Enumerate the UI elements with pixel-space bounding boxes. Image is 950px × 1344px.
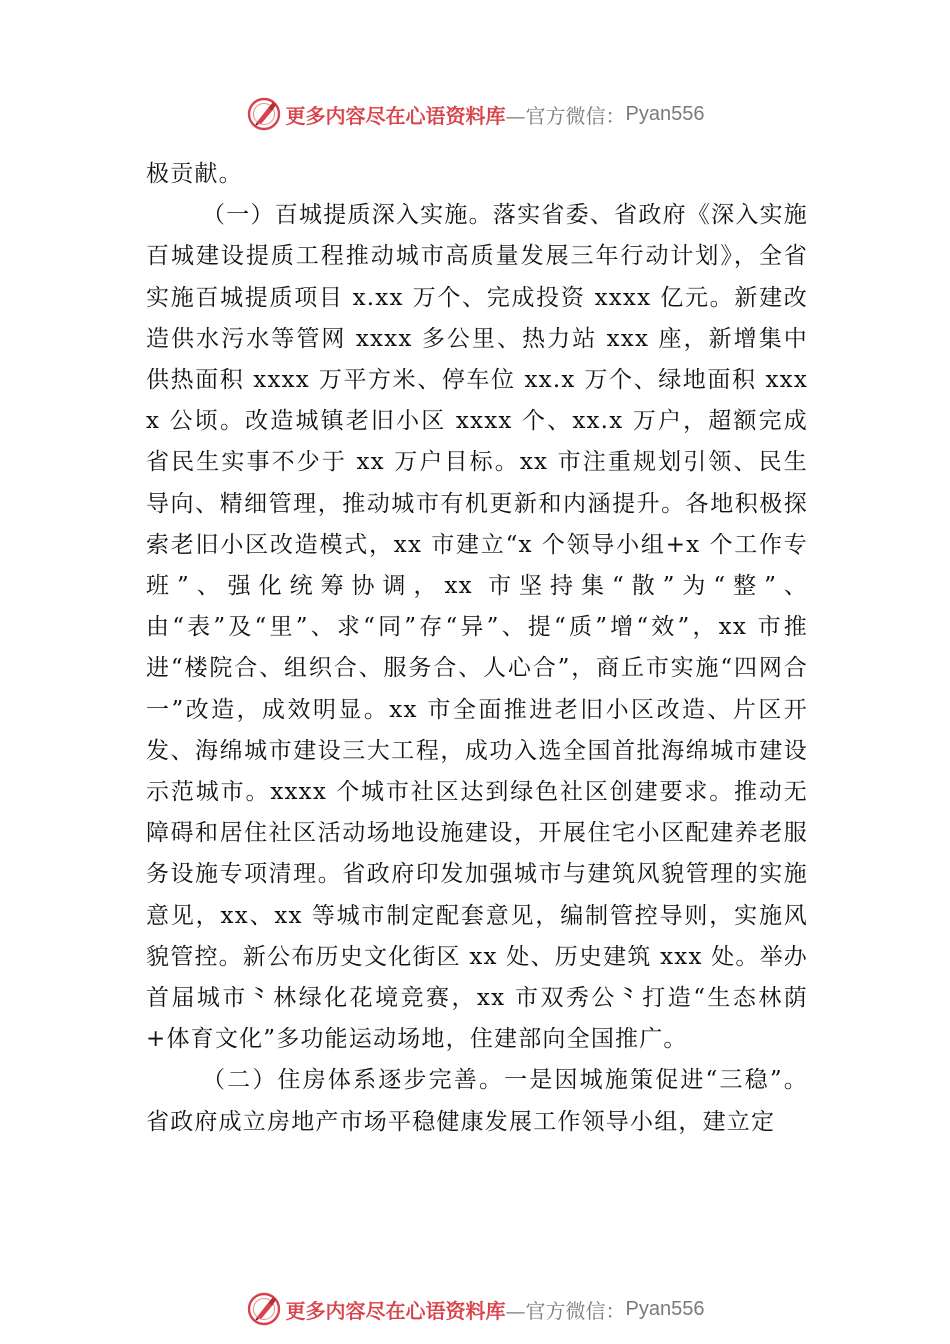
paragraph-section-1: （一）百城提质深入实施。落实省委、省政府《深入实施百城建设提质工程推动城市高质量发展三年行动计划》，全省实施百城提质项目 x.xx 万个、完成投资 xxxx 亿元。新建改造供水污水等管网 xxxx 多公里、热力站 xxx 座，新增集中供热面积 xxxx 万平方米、停车位 xx.x 万个、绿地面积 xxxx 公顷。改造城镇老旧小区 xxxx 个、xx.x 万户，超额完成省民生实事不少于 xx 万户目标。xx 市注重规划引领、民生导向、精细管理，推动城市有机更新和内涵提升。各地积极探索老旧小区改造模式，xx 市建立“x 个领导小组+x 个工作专班”、强化统筹协调，xx 市坚持集“散”为“整”、由“表”及“里”、求“同”存“异”、提“质”增“效”，xx 市推进“楼院合、组织合、服务合、人心合”，商丘市实施“四网合一”改造，成效明显。xx 市全面推进老旧小区改造、片区开发、海绵城市建设三大工程，成功入选全国首批海绵城市建设示范城市。xxxx 个城市社区达到绿色社区创建要求。推动无障碍和居住社区活动场地设施建设，开展住宅小区配建养老服务设施专项清理。省政府印发加强城市与建筑风貌管理的实施意见，xx、xx 等城市制定配套意见，编制管控导则，实施风貌管控。新公布历史文化街区 xx 处、历史建筑 xxx 处。举办首届城市⺀林绿化花境竞赛，xx 市双秀公⺀打造“生态林荫+体育文化”多功能运动场地，住建部向全国推广。 — [146, 202, 808, 1053]
paragraph-section-2: （二）住房体系逐步完善。一是因城施策促进“三稳”。省政府成立房地产市场平稳健康发展工作领导小组，建立定 — [146, 1067, 808, 1135]
banner-wechat-label: —官方微信： — [505, 103, 626, 128]
document-body — [146, 154, 808, 1143]
footer-banner-wechat-id: Pyan556 — [625, 1297, 705, 1320]
pen-nib-circle-icon — [246, 96, 282, 132]
paragraph-continuation: 极贡献。 — [146, 161, 243, 187]
banner-wechat-id: Pyan556 — [625, 102, 705, 125]
footer-banner — [0, 1289, 950, 1329]
pen-nib-circle-icon — [246, 1291, 282, 1327]
footer-banner-title: 更多内容尽在心语资料库 — [285, 1298, 506, 1323]
header-banner — [0, 94, 950, 134]
footer-banner-wechat-label: —官方微信： — [505, 1298, 626, 1323]
banner-title: 更多内容尽在心语资料库 — [285, 103, 506, 128]
